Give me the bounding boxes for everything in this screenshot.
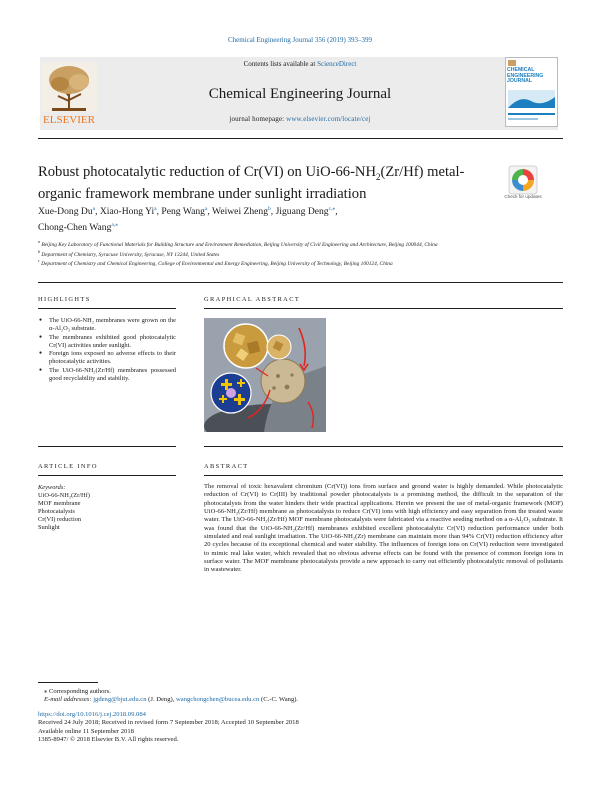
elsevier-tree-logo — [40, 60, 98, 128]
author-name[interactable]: Chong-Chen Wang — [38, 221, 112, 233]
affiliation-text: Beijing Key Laboratory of Functional Materials for Building Structure and Environment Remediation, Beijing University of Civil Engineering and Architecture, Beijing 100044, China — [41, 241, 438, 248]
highlights-divider — [38, 308, 176, 309]
title-part-2: (Zr/Hf) metal-organic framework membrane under sunlight irradiation — [38, 164, 465, 202]
author-affiliation-mark[interactable]: b — [268, 206, 271, 212]
author-affiliation-mark[interactable]: a,⁎ — [111, 221, 118, 228]
author-affiliation-mark[interactable]: a — [92, 206, 96, 212]
graphical-abstract-divider — [204, 308, 563, 309]
author-name[interactable]: Weiwei Zheng — [212, 206, 269, 218]
title-part-1: Robust photocatalytic reduction of Cr(VI) on UiO-66-NH — [38, 164, 377, 180]
contents-available-line — [100, 60, 500, 68]
doi-link[interactable]: https://doi.org/10.1016/j.cej.2018.09.084 — [38, 710, 146, 718]
author-name[interactable]: Peng Wang — [161, 206, 205, 218]
author-name[interactable]: Xue-Dong Du — [38, 206, 93, 218]
email-label: E-mail addresses: — [44, 696, 94, 704]
keyword-item: MOF membrane — [38, 500, 81, 508]
email-link-wang[interactable]: wangchongchen@bucea.edu.cn — [176, 696, 260, 704]
journal-citation[interactable]: Chemical Engineering Journal 356 (2019) 393–399 — [227, 36, 373, 44]
abstract-text: The removal of toxic hexavalent chromium (Cr(VI)) ions from surface and ground water is highly demanded. While photocatalytic reduction of Cr(VI) to Cr(III) by traditional powder photocatalysts is a promising method, the difficult in the separation of the photocatalysts from the water hinders their wide practical applications. Herein we present the use of metal-organic framework (MOF) UiO-66-NH₂(Zr/Hf) membrane as photocatalysts to reduce Cr(VI) ions with high efficiency and easy separation from the treated waste water. The UiO-66-NH₂(Zr/Hf) MOF membrane photocatalysts were fabricated via a reactive seeding method on a α-Al₂O₃ substrate. It was found that the UiO-66-NH₂(Zr/Hf) membranes exhibited excellent photocatalytic Cr(VI) reduction performance under both simulated and real sunlight irradiation. The UiO-66-NH₂(Zr) membrane can maintain more than 94% Cr(VI) reduction efficiency after 20 cycles because of its exceptional chemical and water stability. The influences of foreign ions on Cr(VI) reduction were investigated to mimic real lake water, which revealed that no obvious adverse effects can be found with the presence of common foreign ions in surface water. The MOF membrane photocatalysts provide a new approach to carry out efficiently photocatalytic removal of pollutants in wastewater. — [204, 483, 563, 574]
affiliation-mark: b — [38, 248, 40, 254]
keyword-item: UiO-66-NH₂(Zr/Hf) — [38, 492, 90, 499]
affiliation-item — [38, 249, 563, 259]
abstract-heading: ABSTRACT — [204, 463, 249, 470]
abstract-divider — [204, 475, 563, 476]
affiliation-item — [38, 239, 563, 249]
author-name[interactable]: Jiguang Deng — [275, 206, 329, 218]
homepage-link[interactable]: www.elsevier.com/locate/cej — [286, 115, 371, 123]
copyright-notice: 1385-8947/ © 2018 Elsevier B.V. All rights reserved. — [38, 736, 179, 744]
keyword-item: Sunlight — [38, 524, 60, 532]
email-link-deng[interactable]: jgdeng@bjut.edu.cn — [93, 696, 147, 704]
affiliation-list — [38, 239, 563, 268]
title-subscript: 2 — [376, 171, 381, 182]
check-for-updates-icon[interactable] — [508, 165, 538, 195]
graphical-abstract-image[interactable] — [204, 318, 326, 432]
contents-prefix: Contents lists available at — [243, 60, 318, 68]
author-list: Xue-Dong Du$^a$, Xiao-Hong Yi$^a$, Peng Wang$^a$, Weiwei Zheng$^b$, Jiguang Deng$^{c,⁎}$, Chong-Chen Wang$^{a,⁎}$ — [38, 206, 338, 233]
email-owner-deng: (J. Deng), — [146, 696, 177, 704]
author-affiliation-mark[interactable]: a — [154, 206, 157, 212]
email-line — [38, 696, 558, 704]
affiliation-mark: a — [38, 239, 40, 244]
author-name[interactable]: Xiao-Hong Yi — [99, 206, 155, 218]
author-affiliation-mark[interactable]: c,⁎ — [328, 206, 336, 212]
author-affiliation-mark[interactable]: a — [204, 206, 208, 212]
affiliation-divider — [38, 282, 563, 283]
highlight-item: ● Foreign ions exposed no adverse effects to their photocatalytic activities. — [38, 350, 176, 366]
affiliation-mark: c — [38, 258, 40, 264]
email-owner-wang: (C.-C. Wang). — [259, 696, 299, 704]
highlight-item: ● The UiO-66-NH₂(Zr/Hf) membranes possessed good recyclability and stability. — [38, 367, 176, 383]
keyword-item: Cr(VI) reduction — [38, 516, 82, 524]
highlight-item: ● The UiO-66-NH₂ membranes were grown on the α-Al₂O₃ substrate. — [38, 317, 176, 333]
available-online-date: Available online 11 September 2018 — [38, 727, 134, 735]
keyword-item: Photocatalysis — [38, 508, 75, 516]
highlight-item: ● The membranes exhibited good photocatalytic Cr(VI) activities under sunlight. — [38, 334, 176, 350]
corresponding-authors-note: ⁎ Corresponding authors. — [44, 688, 111, 695]
keywords-label: Keywords: — [38, 484, 66, 491]
highlights-heading: HIGHLIGHTS — [38, 296, 91, 303]
article-info-heading: ARTICLE INFO — [38, 463, 98, 470]
article-title — [38, 164, 478, 203]
highlights-list — [38, 317, 176, 384]
homepage-prefix: journal homepage: — [229, 115, 287, 123]
affiliation-text: Department of Chemistry and Chemical Engineering, College of Environmental and Energy Engineering, Beijing University of Technology, Beijing 100124, China — [41, 260, 393, 267]
sciencedirect-link[interactable]: ScienceDirect — [317, 60, 357, 68]
received-dates: Received 24 July 2018; Received in revised form 7 September 2018; Accepted 10 September 2018 — [38, 719, 299, 727]
affiliation-text: Department of Chemistry, Syracuse University, Syracuse, NY 13244, United States — [41, 251, 220, 258]
header-divider — [38, 138, 563, 139]
cover-journal-title: CHEMICAL ENGINEERING JOURNAL — [507, 67, 544, 85]
keywords-list — [38, 492, 90, 532]
highlights-bottom-divider — [38, 446, 176, 447]
article-info-divider — [38, 475, 176, 476]
journal-title: Chemical Engineering Journal — [208, 86, 392, 102]
check-for-updates-label[interactable]: Check for updates — [504, 194, 542, 199]
graphical-abstract-heading: GRAPHICAL ABSTRACT — [204, 296, 301, 303]
graphical-abstract-bottom-divider — [204, 446, 563, 447]
affiliation-item — [38, 258, 563, 268]
footnote-block — [38, 688, 558, 744]
elsevier-wordmark: ELSEVIER — [43, 114, 95, 126]
journal-homepage-line — [100, 115, 500, 123]
footnote-divider — [38, 682, 98, 683]
